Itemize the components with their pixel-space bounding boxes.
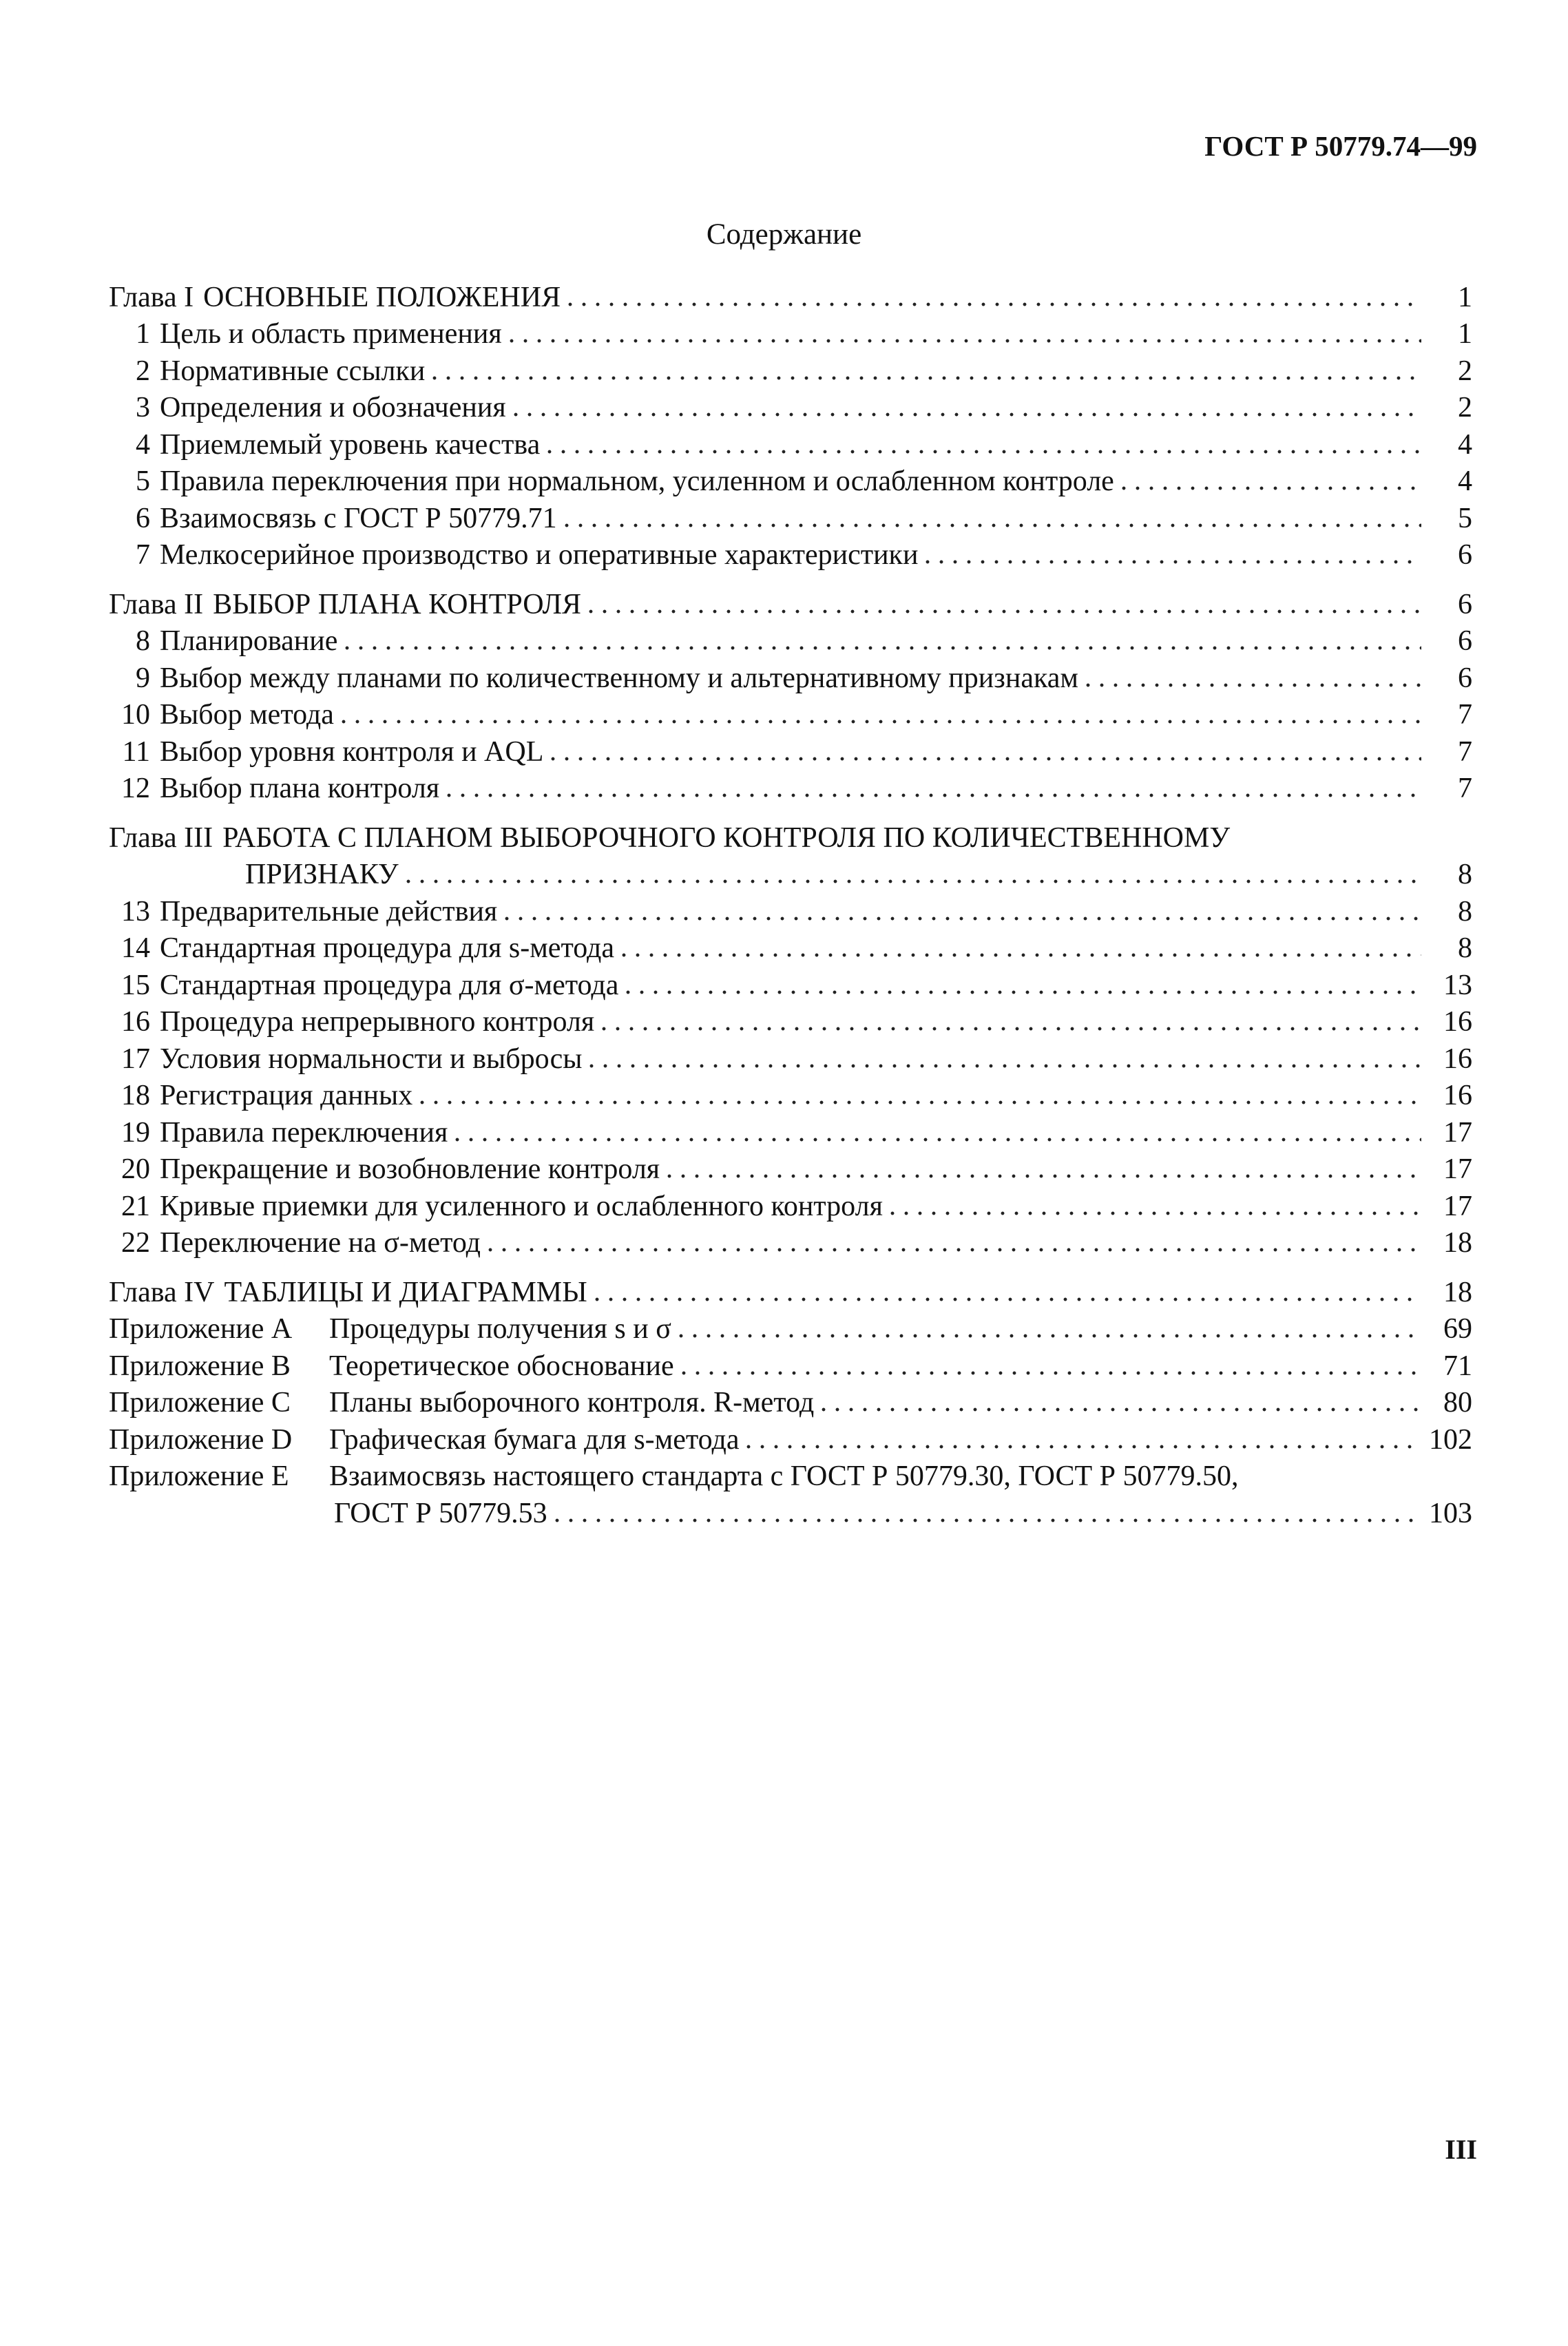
section-title: Цель и область применения (160, 318, 502, 350)
section-title: Выбор между планами по количественному и альтернативному признакам (160, 662, 1078, 694)
section-page-number: 17 (1443, 1190, 1472, 1222)
dot-leader (401, 878, 1421, 885)
section-number: 12 (121, 773, 150, 804)
section-page-number: 17 (1443, 1116, 1472, 1149)
toc-section-entry[interactable] (109, 731, 1472, 768)
dot-leader (617, 952, 1421, 959)
section-number: 5 (136, 465, 150, 497)
section-page-number: 16 (1443, 1080, 1472, 1111)
section-page-number: 7 (1458, 735, 1472, 768)
toc-section-entry[interactable] (109, 1186, 1472, 1223)
dot-leader (500, 915, 1421, 922)
section-number: 15 (121, 969, 150, 1001)
appendix-title: Взаимосвязь настоящего стандарта с ГОСТ Р 50779.30, ГОСТ Р 50779.50, (329, 1460, 1239, 1492)
section-page-number: 1 (1458, 318, 1472, 350)
toc-section-entry[interactable] (109, 621, 1472, 658)
section-title: Выбор метода (160, 699, 334, 731)
section-page-number: 7 (1458, 773, 1472, 804)
dot-leader (442, 792, 1421, 799)
section-number: 16 (121, 1006, 150, 1038)
dot-leader (742, 1443, 1419, 1450)
chapter-page-number: 1 (1458, 281, 1472, 313)
section-number: 9 (136, 662, 150, 694)
appendix-page-number: 80 (1443, 1387, 1472, 1418)
section-title: Условия нормальности и выбросы (160, 1043, 583, 1075)
toc-chapter-entry[interactable] (109, 817, 1472, 855)
chapter-title: ВЫБОР ПЛАНА КОНТРОЛЯ (213, 588, 581, 620)
section-page-number: 6 (1458, 625, 1472, 657)
section-title: Определения и обозначения (160, 392, 506, 423)
dot-leader (921, 558, 1421, 565)
toc-section-entry[interactable] (109, 1076, 1472, 1113)
toc-section-entry[interactable] (109, 1223, 1472, 1260)
appendix-title: Планы выборочного контроля. R-метод (329, 1387, 815, 1418)
section-title: Планирование (160, 625, 338, 657)
section-title: Кривые приемки для усиленного и ослабленного контроля (160, 1190, 883, 1222)
chapter-page-number: 18 (1443, 1276, 1472, 1308)
toc-section-entry[interactable] (109, 1112, 1472, 1149)
section-number: 17 (121, 1043, 150, 1075)
section-title: Регистрация данных (160, 1080, 413, 1111)
dot-leader (563, 301, 1421, 308)
chapter-title-continued: ПРИЗНАКУ (245, 859, 399, 890)
toc-appendix-entry[interactable] (109, 1345, 1472, 1383)
section-title: Стандартная процедура для s-метода (160, 932, 615, 964)
appendix-prefix: Приложение D (109, 1423, 293, 1456)
document-code: ГОСТ Р 50779.74—99 (1204, 130, 1477, 162)
section-number: 13 (121, 895, 150, 928)
page-number: III (1445, 2134, 1477, 2165)
toc-section-entry[interactable] (109, 768, 1472, 806)
section-title: Выбор плана контроля (160, 773, 440, 804)
dot-leader (415, 1099, 1421, 1106)
appendix-prefix: Приложение С (109, 1387, 291, 1418)
section-page-number: 17 (1443, 1153, 1472, 1185)
section-page-number: 2 (1458, 355, 1472, 387)
section-number: 3 (136, 392, 150, 423)
section-number: 18 (121, 1080, 150, 1111)
section-title: Прекращение и возобновление контроля (160, 1153, 660, 1185)
toc-section-entry[interactable] (109, 928, 1472, 965)
dot-leader (450, 1136, 1421, 1143)
dot-leader (428, 375, 1421, 381)
toc-section-entry[interactable] (109, 965, 1472, 1002)
dot-leader (621, 989, 1421, 996)
section-number: 6 (136, 502, 150, 534)
section-title: Правила переключения (160, 1116, 448, 1149)
section-number: 22 (121, 1227, 150, 1259)
toc-section-entry[interactable] (109, 461, 1472, 499)
appendix-prefix: Приложение Е (109, 1460, 289, 1492)
dot-leader (597, 1025, 1421, 1032)
dot-leader (1081, 682, 1421, 689)
chapter-prefix: Глава III (109, 821, 213, 854)
section-title: Мелкосерийное производство и оперативные характеристики (160, 539, 919, 571)
dot-leader (550, 1517, 1419, 1524)
appendix-prefix: Приложение А (109, 1313, 293, 1345)
toc-section-entry[interactable] (109, 350, 1472, 388)
toc-appendix-entry[interactable] (109, 1456, 1472, 1494)
chapter-page-number: 8 (1458, 859, 1472, 890)
chapter-prefix: Глава I (109, 281, 194, 313)
toc-section-entry[interactable] (109, 1002, 1472, 1039)
appendix-page-number: 69 (1443, 1313, 1472, 1345)
appendix-title: Графическая бумага для s-метода (329, 1423, 740, 1456)
section-page-number: 16 (1443, 1043, 1472, 1075)
dot-leader (546, 755, 1421, 762)
dot-leader (505, 337, 1421, 344)
toc-appendix-continuation (109, 1493, 1472, 1530)
toc-appendix-entry[interactable] (109, 1383, 1472, 1420)
appendix-title: Теоретическое обоснование (329, 1350, 674, 1382)
section-number: 10 (121, 699, 150, 731)
toc-chapter-entry[interactable] (109, 584, 1472, 621)
section-number: 2 (136, 355, 150, 387)
section-number: 1 (136, 318, 150, 350)
dot-leader (886, 1210, 1421, 1217)
chapter-page-number: 6 (1458, 588, 1472, 620)
section-number: 11 (122, 735, 150, 768)
dot-leader (560, 522, 1421, 529)
section-page-number: 16 (1443, 1006, 1472, 1038)
toc-section-entry[interactable] (109, 1038, 1472, 1076)
toc-section-entry[interactable] (109, 891, 1472, 928)
dot-leader (509, 411, 1421, 418)
section-page-number: 2 (1458, 392, 1472, 423)
section-title: Правила переключения при нормальном, усиленном и ослабленном контроле (160, 465, 1114, 497)
toc-chapter-entry[interactable] (109, 1272, 1472, 1309)
section-number: 20 (121, 1153, 150, 1185)
appendix-page-number: 102 (1429, 1423, 1472, 1456)
dot-leader (677, 1370, 1421, 1376)
section-page-number: 13 (1443, 969, 1472, 1001)
dot-leader (340, 645, 1421, 651)
dot-leader (543, 448, 1421, 455)
section-title: Приемлемый уровень качества (160, 428, 541, 461)
section-title: Процедура непрерывного контроля (160, 1006, 595, 1038)
section-page-number: 6 (1458, 662, 1472, 694)
section-number: 4 (136, 428, 150, 461)
appendix-page-number: 103 (1429, 1497, 1472, 1529)
dot-leader (817, 1406, 1421, 1413)
section-title: Выбор уровня контроля и AQL (160, 735, 544, 768)
chapter-prefix: Глава IV (109, 1276, 215, 1308)
toc-chapter-entry[interactable] (109, 277, 1472, 314)
toc-section-entry[interactable] (109, 695, 1472, 732)
dot-leader (1117, 485, 1421, 492)
dot-leader (585, 1062, 1421, 1069)
section-page-number: 8 (1458, 895, 1472, 928)
toc-section-entry[interactable] (109, 388, 1472, 425)
section-page-number: 4 (1458, 465, 1472, 497)
table-of-contents (109, 277, 1472, 1530)
section-page-number: 8 (1458, 932, 1472, 964)
toc-section-entry[interactable] (109, 424, 1472, 461)
section-number: 14 (121, 932, 150, 964)
section-title: Нормативные ссылки (160, 355, 426, 387)
toc-section-entry[interactable] (109, 1149, 1472, 1186)
section-number: 19 (121, 1116, 150, 1149)
appendix-title: Процедуры получения s и σ (329, 1313, 671, 1345)
section-title: Взаимосвязь с ГОСТ Р 50779.71 (160, 502, 557, 534)
dot-leader (337, 718, 1421, 725)
appendix-page-number: 71 (1443, 1350, 1472, 1382)
dot-leader (584, 608, 1421, 615)
section-title: Стандартная процедура для σ-метода (160, 969, 619, 1001)
section-title: Переключение на σ-метод (160, 1227, 481, 1259)
toc-section-entry[interactable] (109, 498, 1472, 535)
toc-section-entry[interactable] (109, 535, 1472, 572)
section-number: 8 (136, 625, 150, 657)
section-number: 21 (121, 1190, 150, 1222)
section-number: 7 (136, 539, 150, 571)
section-page-number: 6 (1458, 539, 1472, 571)
toc-chapter-continuation (109, 855, 1472, 892)
chapter-title: ОСНОВНЫЕ ПОЛОЖЕНИЯ (203, 281, 561, 313)
section-page-number: 18 (1443, 1227, 1472, 1259)
dot-leader (674, 1332, 1421, 1339)
dot-leader (483, 1246, 1421, 1253)
chapter-title: РАБОТА С ПЛАНОМ ВЫБОРОЧНОГО КОНТРОЛЯ ПО КОЛИЧЕСТВЕННОМУ (222, 821, 1231, 854)
section-title: Предварительные действия (160, 895, 498, 928)
chapter-title: ТАБЛИЦЫ И ДИАГРАММЫ (224, 1276, 587, 1308)
dot-leader (590, 1296, 1421, 1303)
chapter-prefix: Глава II (109, 588, 204, 620)
toc-section-entry[interactable] (109, 314, 1472, 351)
section-page-number: 4 (1458, 428, 1472, 461)
contents-title: Содержание (706, 218, 862, 251)
toc-section-entry[interactable] (109, 658, 1472, 695)
toc-appendix-entry[interactable] (109, 1419, 1472, 1456)
dot-leader (662, 1173, 1421, 1180)
section-page-number: 7 (1458, 699, 1472, 731)
section-page-number: 5 (1458, 502, 1472, 534)
appendix-title-continued: ГОСТ Р 50779.53 (334, 1497, 547, 1529)
toc-appendix-entry[interactable] (109, 1309, 1472, 1346)
appendix-prefix: Приложение В (109, 1350, 291, 1382)
